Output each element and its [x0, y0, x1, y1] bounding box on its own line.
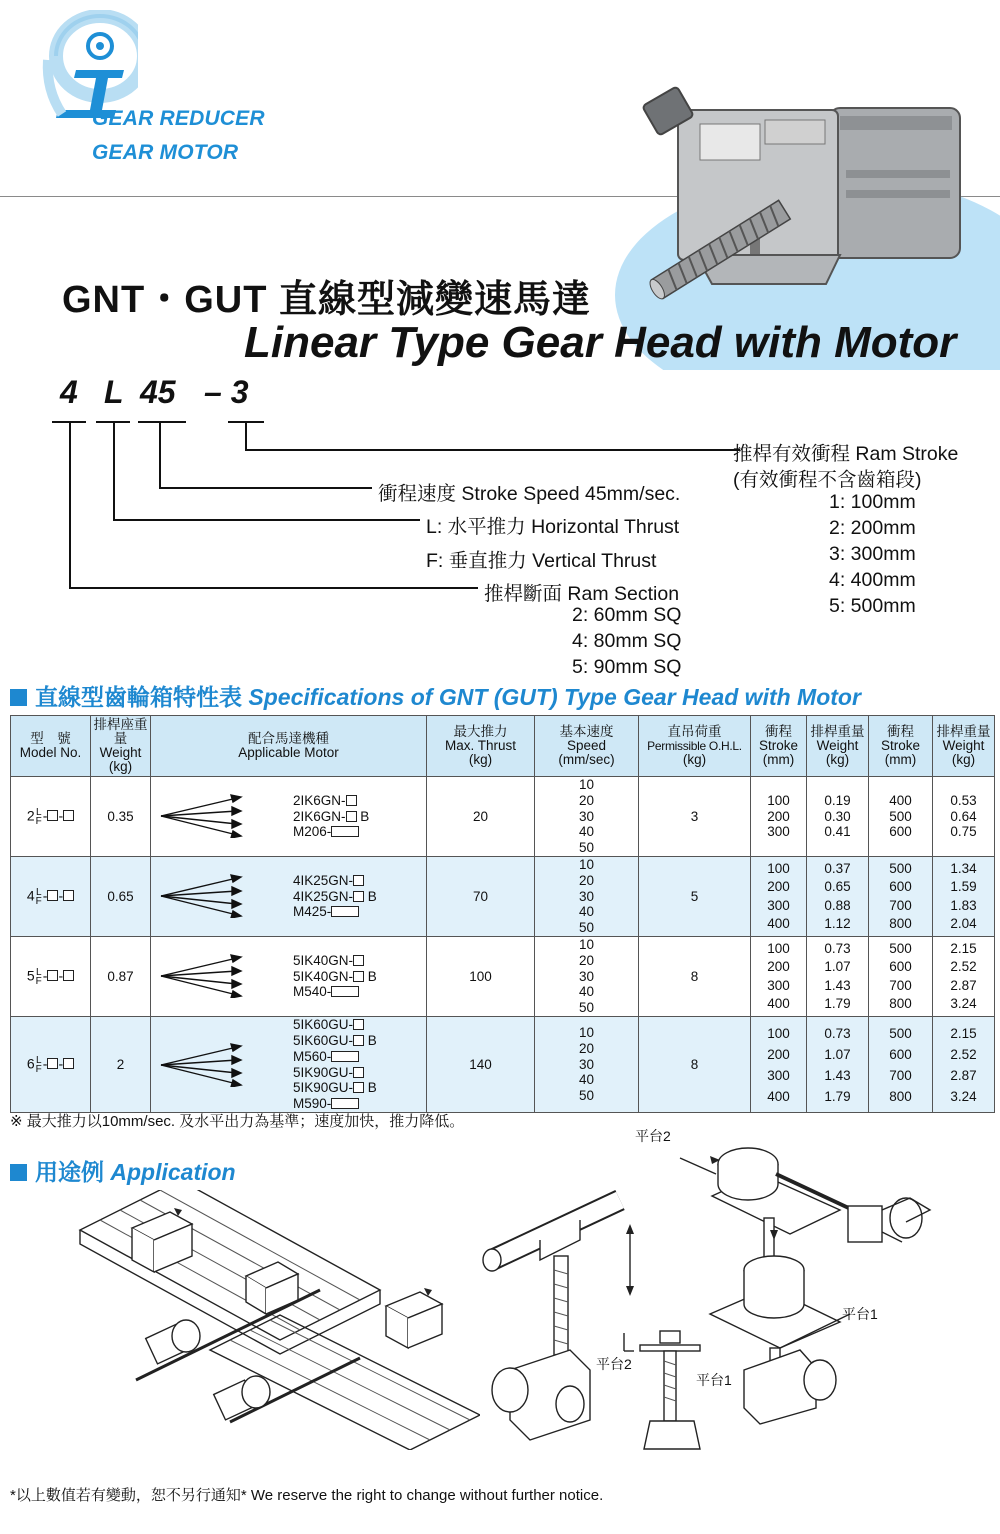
ram-stroke-note: (有效衝程不含齒箱段): [733, 469, 922, 491]
application-section-title: 用途例 Application: [10, 1154, 236, 1187]
model-cell: 4L F- -: [11, 857, 91, 937]
table-row: [11, 937, 995, 1017]
spec-note: ※ 最大推力以10mm/sec. 及水平出力為基準；速度加快，推力降低。: [10, 1113, 465, 1130]
motor-model: 2IK6GN-: [293, 808, 346, 824]
base-weight-cell: 0.65: [91, 857, 151, 937]
stroke-cell: 100 200 300: [751, 777, 807, 857]
brand-line-2: GEAR MOTOR: [92, 141, 239, 164]
page-title-zh: GNT・GUT 直線型減變速馬達: [62, 279, 591, 321]
platform-2-label: 平台2: [635, 1128, 671, 1144]
ohl-cell: 8: [639, 937, 751, 1017]
ohl-cell: 3: [639, 777, 751, 857]
ram-stroke-option: 2: 200mm: [829, 517, 916, 539]
base-weight-cell: 2: [91, 1017, 151, 1113]
ram-weight-cell: 0.19 0.30 0.41: [807, 777, 869, 857]
table-row: [11, 777, 995, 857]
code-part-stroke: – 3: [204, 374, 249, 410]
header-stroke-2: 衝程 Stroke (mm): [869, 716, 933, 777]
motor-cell: 5IK60GU- 5IK60GU- B M560- 5IK90GU- 5IK90GU- B M590-: [151, 1017, 427, 1113]
motor-arrows-icon: [155, 794, 275, 838]
header-thrust: 最大推力 Max. Thrust (kg): [427, 716, 535, 777]
speed-cell: 10 20 30 40 50: [535, 937, 639, 1017]
vertical-thrust-label: F: 垂直推力 Vertical Thrust: [426, 550, 657, 572]
motor-cell: 5IK40GN- 5IK40GN- B M540-: [151, 937, 427, 1017]
code-part-direction: L: [104, 374, 124, 410]
platform-1-label: 平台1: [842, 1306, 878, 1322]
header-base-weight: 排桿座重量 Weight (kg): [91, 716, 151, 777]
stroke-cell: 500 600 700 800: [869, 937, 933, 1017]
motor-cell: 2IK6GN- 2IK6GN- B M206-: [151, 777, 427, 857]
ram-weight-cell: 0.37 0.65 0.88 1.12: [807, 857, 869, 937]
motor-model: 5IK40GN-: [293, 968, 354, 984]
speed-cell: 10 20 30 40 50: [535, 857, 639, 937]
motor-model: 5IK60GU-: [293, 1032, 354, 1048]
ohl-cell: 5: [639, 857, 751, 937]
ram-section-option: 5: 90mm SQ: [572, 656, 682, 678]
header-ram-weight-2: 排桿重量 Weight (kg): [933, 716, 995, 777]
motor-model: 5IK60GU-: [293, 1017, 354, 1033]
motor-arrows-icon: [155, 874, 275, 918]
motor-arrows-icon: [155, 954, 275, 998]
header-ohl: 直吊荷重 Permissible O.H.L. (kg): [639, 716, 751, 777]
ram-weight-cell: 2.15 2.52 2.87 3.24: [933, 937, 995, 1017]
header-motor: 配合馬達機種 Applicable Motor: [151, 716, 427, 777]
ram-section-option: 2: 60mm SQ: [572, 604, 682, 626]
model-cell: 6L F- -: [11, 1017, 91, 1113]
ram-stroke-option: 3: 300mm: [829, 543, 916, 565]
table-header-row: [11, 716, 995, 777]
motor-model: 4IK25GN-: [293, 872, 354, 888]
section-bullet-icon: [10, 1164, 27, 1181]
code-part-section: 4: [60, 374, 78, 410]
ram-weight-cell: 1.34 1.59 1.83 2.04: [933, 857, 995, 937]
model-cell: 5L F- -: [11, 937, 91, 1017]
motor-model: 2IK6GN-: [293, 792, 346, 808]
header-ram-weight-1: 排桿重量 Weight (kg): [807, 716, 869, 777]
motor-model: M425-: [293, 904, 332, 920]
ohl-cell: 8: [639, 1017, 751, 1113]
page-title-en: Linear Type Gear Head with Motor: [244, 318, 957, 367]
base-weight-cell: 0.87: [91, 937, 151, 1017]
stroke-cell: 100 200 300 400: [751, 857, 807, 937]
stroke-speed-label: 衝程速度 Stroke Speed 45mm/sec.: [378, 483, 681, 505]
motor-cell: 4IK25GN- 4IK25GN- B M425-: [151, 857, 427, 937]
model-cell: 2L F- -: [11, 777, 91, 857]
thrust-cell: 140: [427, 1017, 535, 1113]
motor-model: 5IK90GU-: [293, 1080, 354, 1096]
motor-arrows-icon: [155, 1043, 275, 1087]
thrust-cell: 100: [427, 937, 535, 1017]
base-weight-cell: 0.35: [91, 777, 151, 857]
ram-stroke-title: 推桿有效衝程 Ram Stroke: [733, 443, 959, 465]
brand-line-1: GEAR REDUCER: [92, 107, 265, 130]
ram-section-option: 4: 80mm SQ: [572, 630, 682, 652]
footer-disclaimer: *以上數值若有變動，恕不另行通知* We reserve the right to change without further notice.: [10, 1487, 604, 1504]
motor-model: M206-: [293, 824, 332, 840]
table-row: [11, 857, 995, 937]
section-bullet-icon: [10, 689, 27, 706]
header-model: 型 號 Model No.: [11, 716, 91, 777]
ram-stroke-option: 4: 400mm: [829, 569, 916, 591]
table-row: [11, 1017, 995, 1113]
thrust-cell: 20: [427, 777, 535, 857]
speed-cell: 10 20 30 40 50: [535, 777, 639, 857]
thrust-cell: 70: [427, 857, 535, 937]
horizontal-thrust-label: L: 水平推力 Horizontal Thrust: [426, 516, 680, 538]
ram-stroke-option: 1: 100mm: [829, 491, 916, 513]
ram-weight-cell: 0.73 1.07 1.43 1.79: [807, 1017, 869, 1113]
code-part-speed: 45: [140, 374, 176, 410]
platform-2-label: 平台2: [596, 1356, 632, 1372]
motor-model: M560-: [293, 1048, 332, 1064]
motor-model: M540-: [293, 984, 332, 1000]
spec-section-title: 直線型齒輪箱特性表 Specifications of GNT (GUT) Type Gear Head with Motor: [10, 679, 861, 712]
speed-cell: 10 20 30 40 50: [535, 1017, 639, 1113]
ram-stroke-option: 5: 500mm: [829, 595, 916, 617]
ram-section-title: 推桿斷面 Ram Section: [484, 583, 680, 605]
ram-weight-cell: 2.15 2.52 2.87 3.24: [933, 1017, 995, 1113]
conveyor-illustration: [70, 1190, 480, 1450]
spec-table: [10, 715, 995, 1113]
stroke-cell: 100 200 300 400: [751, 1017, 807, 1113]
ram-weight-cell: 0.73 1.07 1.43 1.79: [807, 937, 869, 1017]
platform-1-label: 平台1: [696, 1372, 732, 1388]
header-stroke-1: 衝程 Stroke (mm): [751, 716, 807, 777]
stroke-cell: 100 200 300 400: [751, 937, 807, 1017]
stroke-cell: 500 600 700 800: [869, 1017, 933, 1113]
ram-weight-cell: 0.53 0.64 0.75: [933, 777, 995, 857]
motor-model: M590-: [293, 1096, 332, 1112]
stroke-cell: 400 500 600: [869, 777, 933, 857]
motor-model: 5IK90GU-: [293, 1064, 354, 1080]
header-speed: 基本速度 Speed (mm/sec): [535, 716, 639, 777]
motor-model: 5IK40GN-: [293, 952, 354, 968]
stroke-cell: 500 600 700 800: [869, 857, 933, 937]
motor-model: 4IK25GN-: [293, 888, 354, 904]
